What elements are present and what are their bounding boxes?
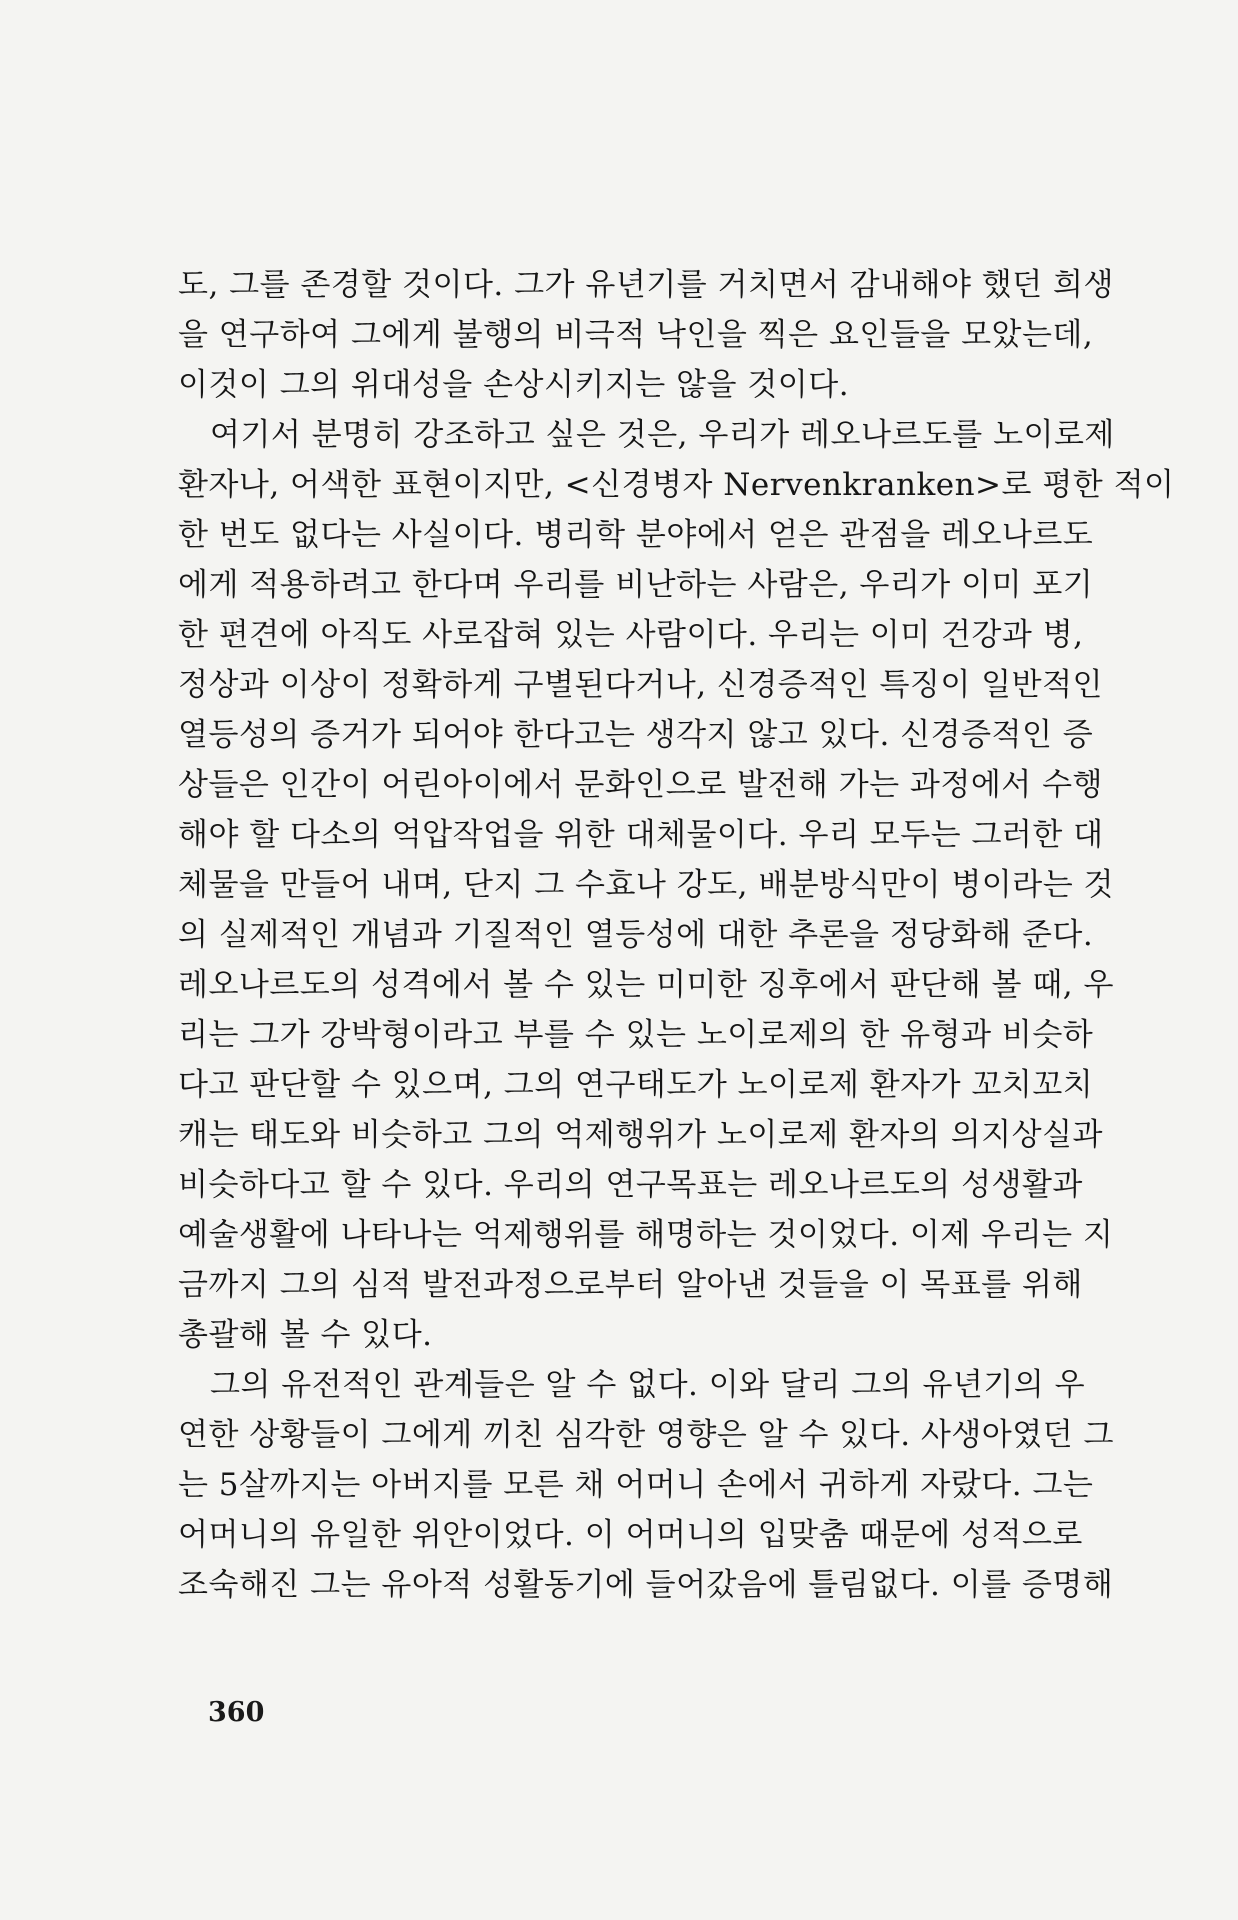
text-line: 의 실제적인 개념과 기질적인 열등성에 대한 추론을 정당화해 준다. — [178, 917, 1094, 953]
text-line: 상들은 인간이 어린아이에서 문화인으로 발전해 가는 과정에서 수행 — [178, 767, 1103, 803]
text-line: 리는 그가 강박형이라고 부를 수 있는 노이로제의 한 유형과 비슷하 — [178, 1017, 1094, 1053]
body-text — [178, 260, 1175, 1610]
text-line: 는 5살까지는 아버지를 모른 채 어머니 손에서 귀하게 자랐다. 그는 — [178, 1467, 1094, 1503]
text-line: 체물을 만들어 내며, 단지 그 수효나 강도, 배분방식만이 병이라는 것 — [178, 867, 1114, 903]
text-line: 도, 그를 존경할 것이다. 그가 유년기를 거치면서 감내해야 했던 희생 — [178, 267, 1114, 303]
text-line: 조숙해진 그는 유아적 성활동기에 들어갔음에 틀림없다. 이를 증명해 — [178, 1567, 1114, 1603]
text-line: 금까지 그의 심적 발전과정으로부터 알아낸 것들을 이 목표를 위해 — [178, 1267, 1083, 1303]
text-line: 정상과 이상이 정확하게 구별된다거나, 신경증적인 특징이 일반적인 — [178, 667, 1103, 703]
text-line: 한 번도 없다는 사실이다. 병리학 분야에서 얻은 관점을 레오나르도 — [178, 517, 1094, 553]
paragraph-start-line: 그의 유전적인 관계들은 알 수 없다. 이와 달리 그의 유년기의 우 — [210, 1367, 1086, 1403]
page-number: 360 — [208, 1697, 265, 1728]
text-line: 에게 적용하려고 한다며 우리를 비난하는 사람은, 우리가 이미 포기 — [178, 567, 1094, 603]
text-line: 을 연구하여 그에게 불행의 비극적 낙인을 찍은 요인들을 모았는데, — [178, 317, 1094, 353]
text-line: 이것이 그의 위대성을 손상시키지는 않을 것이다. — [178, 367, 850, 403]
text-line: 비슷하다고 할 수 있다. 우리의 연구목표는 레오나르도의 성생활과 — [178, 1167, 1083, 1203]
text-line: 예술생활에 나타나는 억제행위를 해명하는 것이었다. 이제 우리는 지 — [178, 1217, 1114, 1253]
text-line: 총괄해 볼 수 있다. — [178, 1317, 433, 1353]
text-line: 캐는 태도와 비슷하고 그의 억제행위가 노이로제 환자의 의지상실과 — [178, 1117, 1103, 1153]
text-line: 레오나르도의 성격에서 볼 수 있는 미미한 징후에서 판단해 볼 때, 우 — [178, 967, 1114, 1003]
text-line: 해야 할 다소의 억압작업을 위한 대체물이다. 우리 모두는 그러한 대 — [178, 817, 1104, 853]
text-line: 환자나, 어색한 표현이지만, <신경병자 Nervenkranken>로 평한 적이 — [178, 467, 1175, 503]
paragraph-start-line: 여기서 분명히 강조하고 싶은 것은, 우리가 레오나르도를 노이로제 — [210, 417, 1115, 453]
text-line: 연한 상황들이 그에게 끼친 심각한 영향은 알 수 있다. 사생아였던 그 — [178, 1417, 1114, 1453]
text-line: 한 편견에 아직도 사로잡혀 있는 사람이다. 우리는 이미 건강과 병, — [178, 617, 1084, 653]
text-line: 다고 판단할 수 있으며, 그의 연구태도가 노이로제 환자가 꼬치꼬치 — [178, 1067, 1094, 1103]
text-line: 어머니의 유일한 위안이었다. 이 어머니의 입맞춤 때문에 성적으로 — [178, 1517, 1083, 1553]
text-line: 열등성의 증거가 되어야 한다고는 생각지 않고 있다. 신경증적인 증 — [178, 717, 1094, 753]
